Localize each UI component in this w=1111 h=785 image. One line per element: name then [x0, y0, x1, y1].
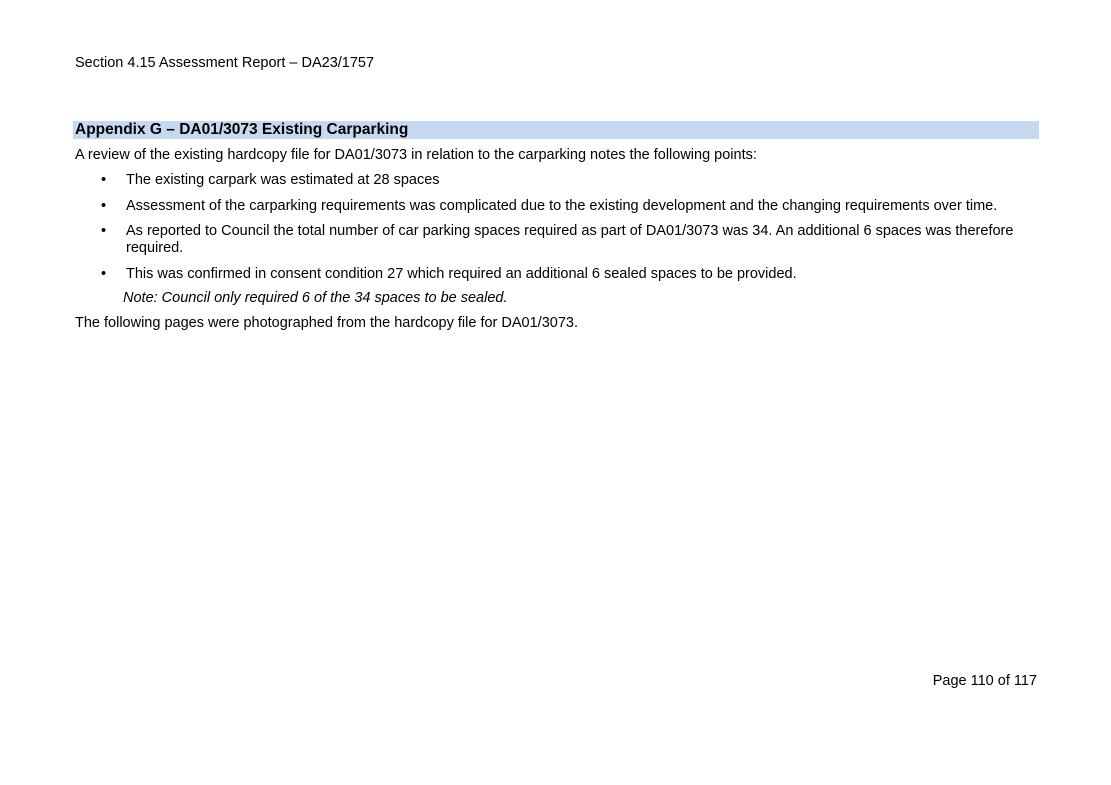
bullet-icon: •	[101, 265, 107, 282]
closing-paragraph: The following pages were photographed from the hardcopy file for DA01/3073.	[75, 315, 578, 331]
intro-paragraph: A review of the existing hardcopy file for DA01/3073 in relation to the carparking notes the following points:	[75, 147, 757, 163]
page-header: Section 4.15 Assessment Report – DA23/1757	[75, 55, 375, 71]
list-item	[75, 198, 1025, 215]
note-text: Note: Council only required 6 of the 34 spaces to be sealed.	[123, 290, 508, 306]
bullet-icon: •	[101, 197, 107, 214]
list-item-text: This was confirmed in consent condition 27 which required an additional 6 sealed spaces to be provided.	[126, 265, 797, 282]
appendix-heading: Appendix G – DA01/3073 Existing Carparking	[73, 121, 1039, 139]
bullet-icon: •	[101, 223, 107, 239]
list-item-text: The existing carpark was estimated at 28 spaces	[126, 172, 440, 188]
list-item	[75, 266, 1025, 283]
page-number: Page 110 of 117	[932, 673, 1037, 689]
bullet-icon: •	[101, 172, 107, 188]
list-item-text: As reported to Council the total number of car parking spaces required as part of DA01/3073 was 34. An additional 6 spaces was therefore required.	[126, 223, 1014, 256]
list-item	[75, 223, 1025, 257]
list-item	[75, 172, 1025, 189]
list-item-text: Assessment of the carparking requirements was complicated due to the existing development and the changing requirements over time.	[126, 197, 998, 214]
bullet-list	[75, 172, 1025, 291]
